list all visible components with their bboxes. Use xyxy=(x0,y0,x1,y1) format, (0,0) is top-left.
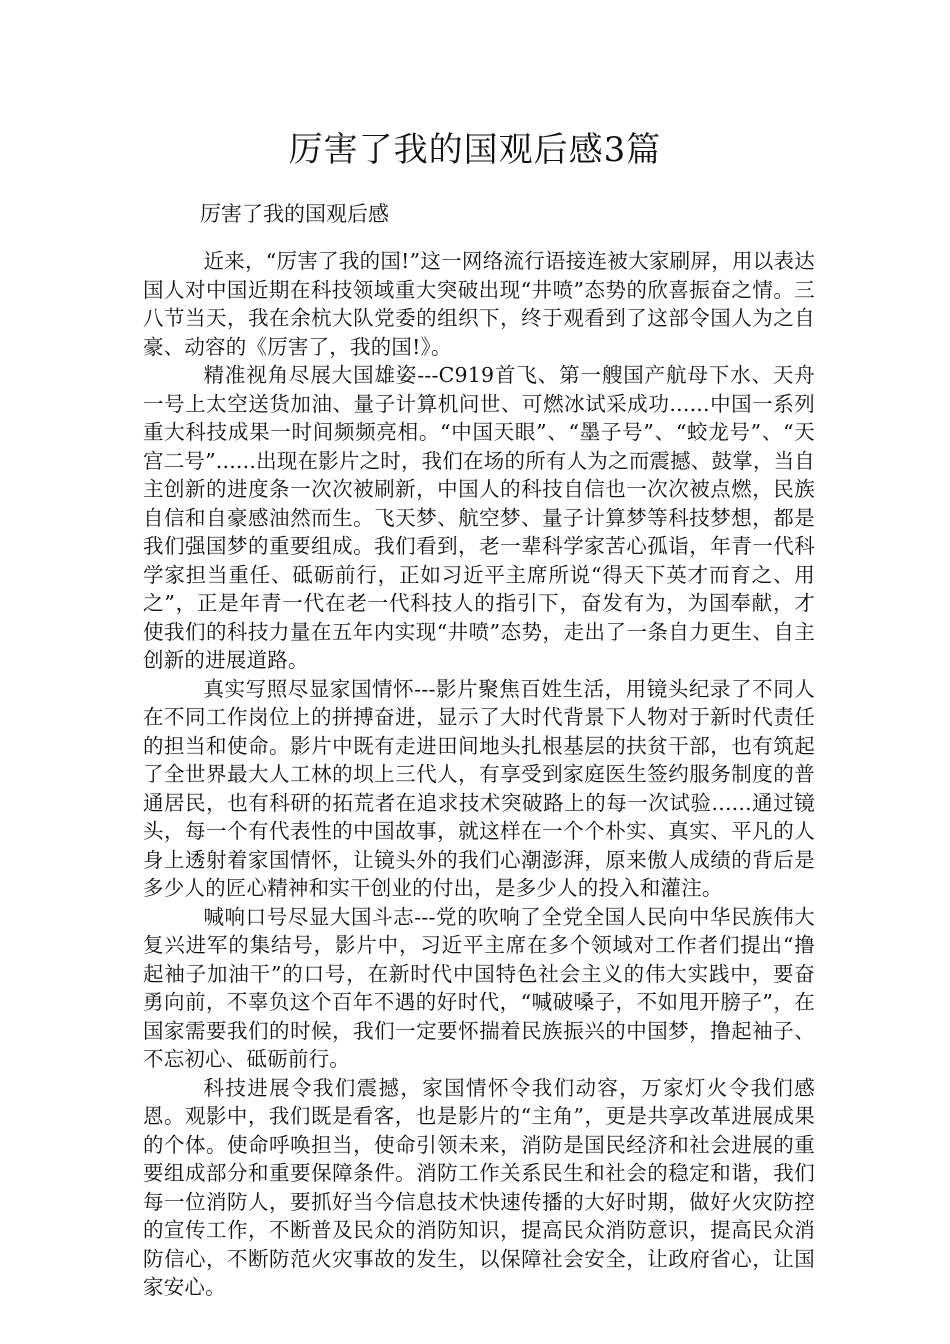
paragraph-slogan: 喊响口号尽显大国斗志---党的吹响了全党全国人民向中华民族伟大复兴进军的集结号，影片中，习近平主席在多个领域对工作者们提出“撸起袖子加油干”的口号，在新时代中国特色社会主义的伟大实践中，要奋勇向前，不辜负这个百年不遇的好时代，“喊破嗓子，不如甩开膀子”，在国家需要我们的时候，我们一定要怀揣着民族振兴的中国梦，撸起袖子、不忘初心、砥砺前行。 xyxy=(143,904,815,1071)
paragraph-family-country: 真实写照尽显家国情怀---影片聚焦百姓生活，用镜头纪录了不同人在不同工作岗位上的拼搏奋进，显示了大时代背景下人物对于新时代责任的担当和使命。影片中既有走进田间地头扎根基层的扶贫干部，也有筑起了全世界最大人工林的坝上三代人，有享受到家庭医生签约服务制度的普通居民，也有科研的拓荒者在追求技术突破路上的每一次试验......通过镜头，每一个有代表性的中国故事，就这样在一个个朴实、真实、平凡的人身上透射着家国情怀，让镜头外的我们心潮澎湃，原来傲人成绩的背后是多少人的匠心精神和实干创业的付出，是多少人的投入和灌注。 xyxy=(143,676,815,900)
paragraph-tech-achievements: 精准视角尽展大国雄姿---C919首飞、第一艘国产航母下水、天舟一号上太空送货加油、量子计算机问世、可燃冰试采成功......中国一系列重大科技成果一时间频频亮相。“中国天眼”、“墨子号”、“蛟龙号”、“天宫二号”......出现在影片之时，我们在场的所有人为之而震撼、鼓掌，当自主创新的进度条一次次被刷新，中国人的科技自信也一次次被点燃，民族自信和自豪感油然而生。飞天梦、航空梦、量子计算梦等科技梦想，都是我们强国梦的重要组成。我们看到，老一辈科学家苦心孤诣，年青一代科学家担当重任、砥砺前行，正如习近平主席所说“得天下英才而育之、用之”，正是年青一代在老一代科技人的指引下，奋发有为，为国奉献，才使我们的科技力量在五年内实现“井喷”态势，走出了一条自力更生、自主创新的进展道路。 xyxy=(143,363,815,672)
page-title: 厉害了我的国观后感3篇 xyxy=(288,130,662,170)
section-heading: 厉害了我的国观后感 xyxy=(200,202,389,226)
paragraph-conclusion: 科技进展令我们震撼，家国情怀令我们动容，万家灯火令我们感恩。观影中，我们既是看客，也是影片的“主角”，更是共享改革进展成果的个体。使命呼唤担当，使命引领未来，消防是国民经济和社会进展的重要组成部分和重要保障条件。消防工作关系民生和社会的稳定和谐，我们每一位消防人，要抓好当今信息技术快速传播的大好时期，做好火灾防控的宣传工作，不断普及民众的消防知识，提高民众消防意识，提高民众消防信心，不断防范火灾事故的发生，以保障社会安全，让政府省心，让国家安心。 xyxy=(143,1075,815,1299)
paragraph-intro: 近来，“厉害了我的国!”这一网络流行语接连被大家刷屏，用以表达国人对中国近期在科技领域重大突破出现“井喷”态势的欣喜振奋之情。三八节当天，我在余杭大队党委的组织下，终于观看到了这部令国人为之自豪、动容的《厉害了，我的国!》。 xyxy=(143,249,815,359)
article-body xyxy=(143,247,815,1302)
